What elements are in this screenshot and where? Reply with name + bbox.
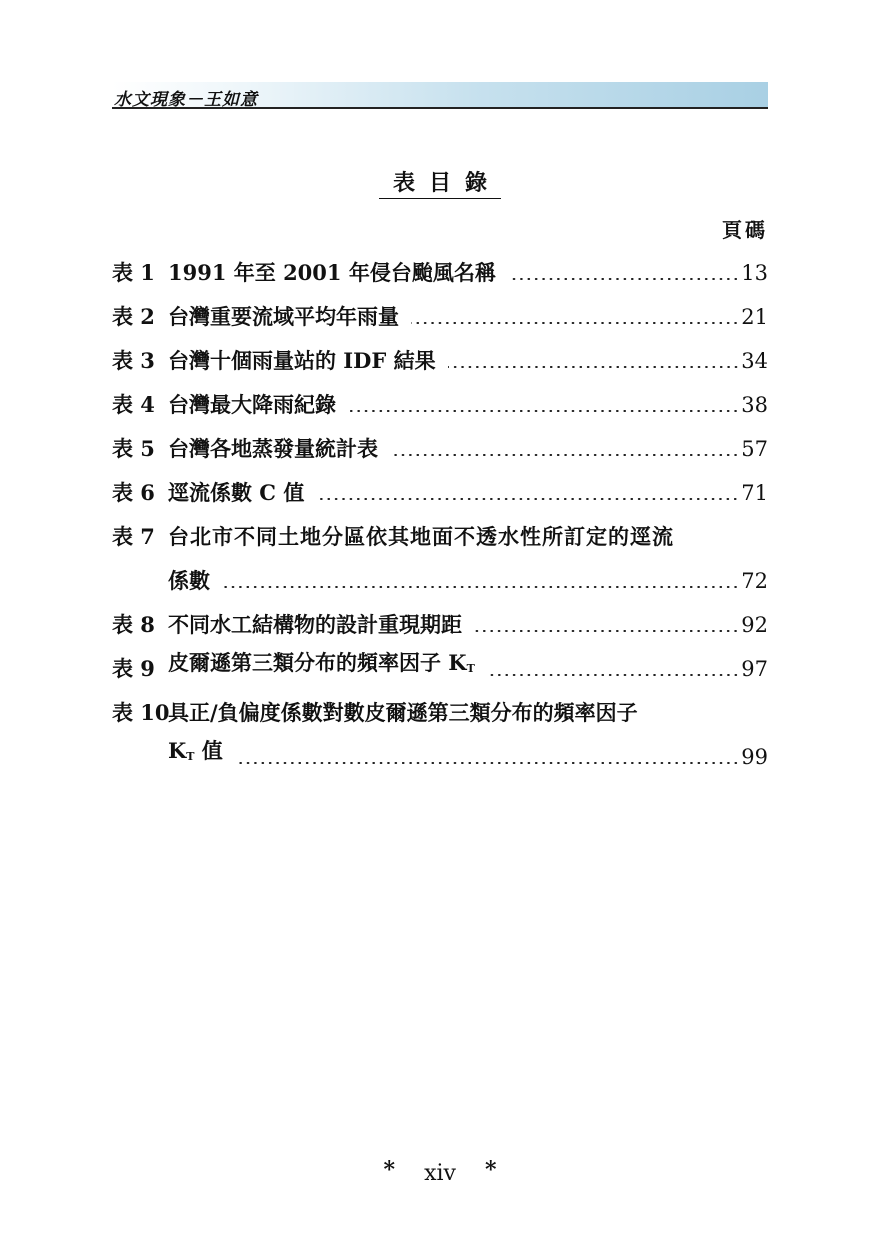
dot-leader — [474, 630, 739, 632]
dot-leader — [348, 410, 739, 412]
toc-entry-page: 97 — [741, 657, 768, 681]
toc-entry-3[interactable] — [112, 345, 768, 375]
toc-entry-page: 13 — [741, 261, 768, 285]
toc-entry-1[interactable] — [112, 257, 768, 287]
toc-entry-text: 台灣重要流域平均年雨量 — [168, 304, 399, 329]
toc-entry-page: 72 — [741, 569, 768, 593]
toc-entry-page: 34 — [741, 349, 768, 373]
toc-entry-text-continued: $K_T$ 值 — [168, 738, 223, 763]
toc-entry-page: 99 — [741, 745, 768, 769]
dot-leader — [235, 762, 740, 764]
toc-entry-7[interactable] — [112, 521, 768, 551]
toc-entry-text: 台北市不同土地分區依其地面不透水性所訂定的逕流 — [168, 524, 674, 549]
toc-entry-number: 表 10 — [112, 700, 170, 725]
footer-ornament-right: * — [484, 1157, 497, 1183]
toc-entry-page: 21 — [741, 305, 768, 329]
toc-entry-6[interactable] — [112, 477, 768, 507]
toc-entry-number: 表 7 — [112, 524, 155, 549]
dot-leader — [448, 366, 740, 368]
toc-entry-4[interactable] — [112, 389, 768, 419]
page-footer — [0, 1157, 880, 1186]
toc-entry-number: 表 2 — [112, 304, 155, 329]
toc-title — [0, 168, 880, 199]
dot-leader — [487, 674, 740, 676]
toc-entry-10-continuation[interactable] — [168, 738, 768, 771]
toc-entry-number: 表 3 — [112, 348, 155, 373]
dot-leader — [390, 454, 739, 456]
page-column-label: 頁碼 — [722, 218, 768, 242]
toc-entry-number: 表 1 — [112, 260, 155, 285]
toc-entry-text: 台灣各地蒸發量統計表 — [168, 436, 378, 461]
toc-entry-number: 表 5 — [112, 436, 155, 461]
toc-entry-page: 92 — [741, 613, 768, 637]
toc-entry-number: 表 9 — [112, 656, 155, 681]
toc-entry-7-continuation[interactable] — [168, 565, 768, 595]
dot-leader — [411, 322, 739, 324]
footer-ornament-left: * — [383, 1157, 396, 1183]
toc-entry-page: 57 — [741, 437, 768, 461]
toc-entry-text: 1991 年至 2001 年侵台颱風名稱 — [168, 260, 496, 285]
toc-entry-text: 台灣十個雨量站的 IDF 結果 — [168, 348, 436, 373]
toc-entry-10[interactable] — [112, 697, 768, 727]
toc-entry-text: 皮爾遜第三類分布的頻率因子 $K_T$ — [168, 650, 475, 675]
toc-entry-text-continued: 係數 — [168, 568, 210, 593]
toc-entry-number: 表 6 — [112, 480, 155, 505]
toc-entry-number: 表 4 — [112, 392, 155, 417]
toc-title-text: 表目錄 — [379, 168, 501, 199]
toc-entry-page: 38 — [741, 393, 768, 417]
toc-entry-page: 71 — [741, 481, 768, 505]
running-header-title: 水文現象－王如意 — [114, 90, 258, 110]
dot-leader — [316, 498, 739, 500]
dot-leader — [508, 278, 739, 280]
toc-entry-number: 表 8 — [112, 612, 155, 637]
toc-entry-text: 不同水工結構物的設計重現期距 — [168, 612, 462, 637]
toc-entry-8[interactable] — [112, 609, 768, 639]
running-header — [112, 82, 768, 109]
page-number: xiv — [424, 1161, 456, 1186]
toc-entry-text: 具正/負偏度係數對數皮爾遜第三類分布的頻率因子 — [168, 700, 638, 725]
toc-entry-9[interactable] — [112, 650, 768, 683]
toc-entry-2[interactable] — [112, 301, 768, 331]
toc-entry-text: 逕流係數 C 值 — [168, 480, 305, 505]
dot-leader — [222, 586, 739, 588]
toc-entry-5[interactable] — [112, 433, 768, 463]
toc-entry-text: 台灣最大降雨紀錄 — [168, 392, 336, 417]
